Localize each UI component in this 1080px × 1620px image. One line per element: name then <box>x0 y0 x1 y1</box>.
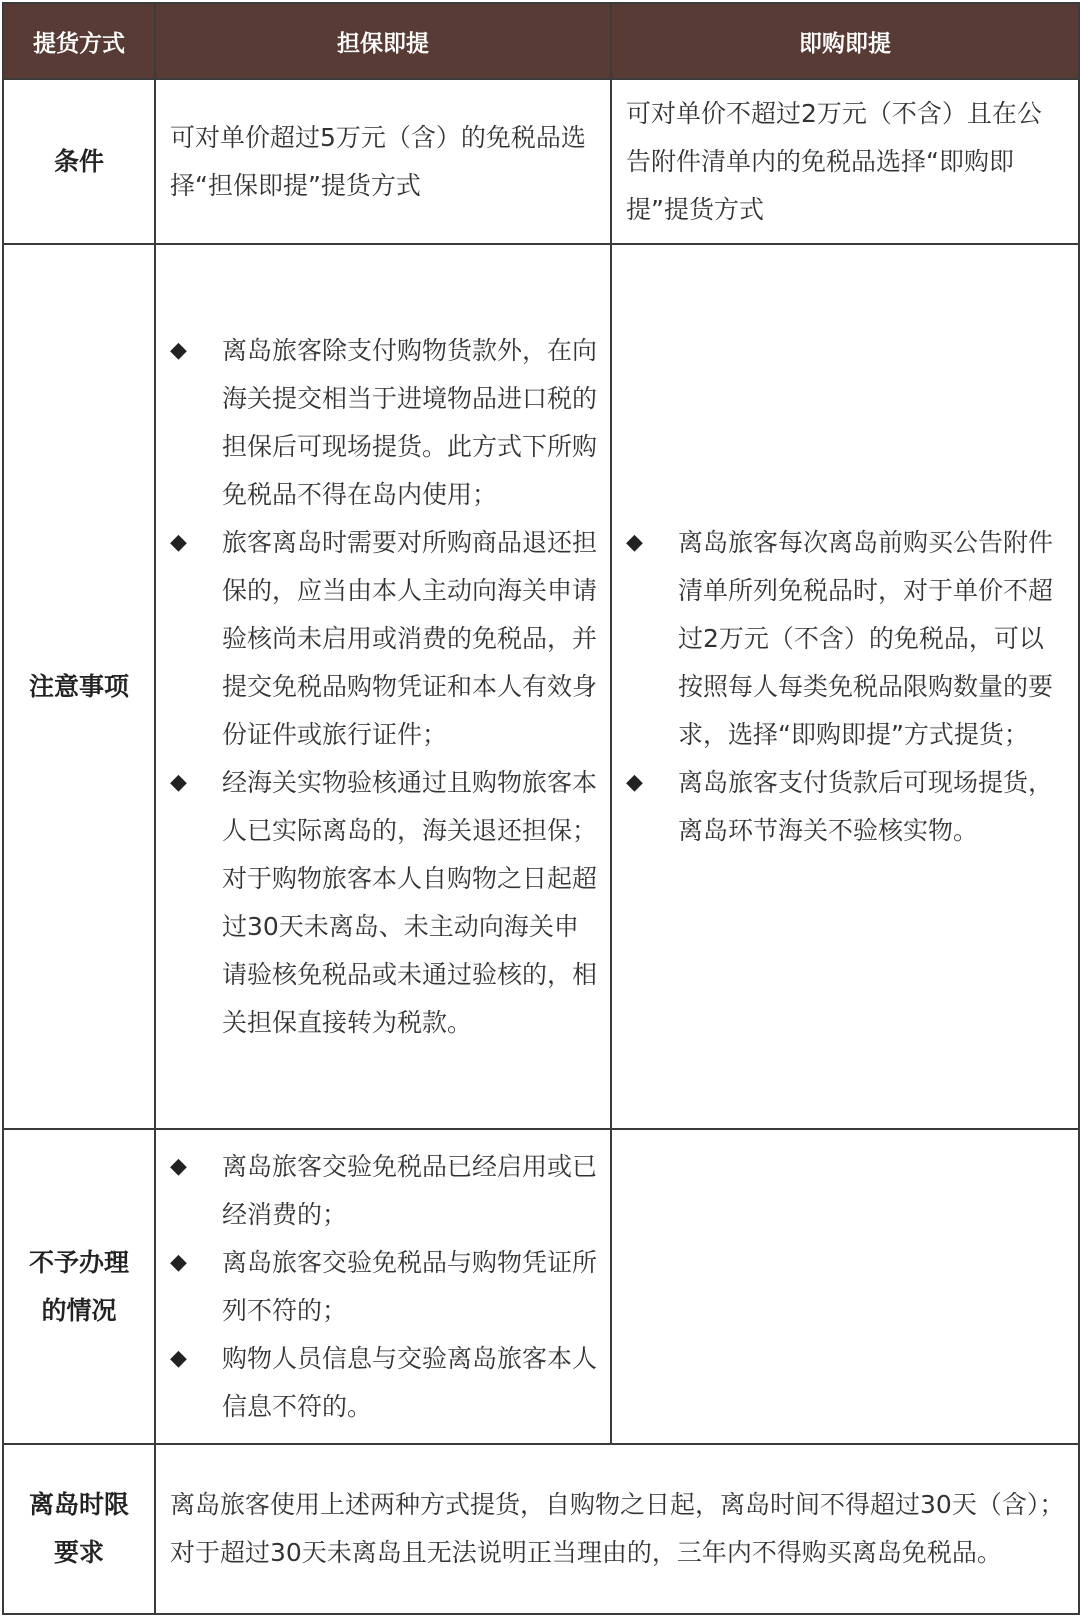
notes-label: 注意事项 <box>3 244 155 1129</box>
list-item <box>170 1239 600 1335</box>
time-limit-label-line1: 离岛时限 <box>28 1490 129 1519</box>
refuse-instant-cell <box>611 1129 1079 1444</box>
notes-row <box>3 244 1079 1129</box>
conditions-instant-cell: 可对单价不超过2万元（不含）且在公告附件清单内的免税品选择“即购即提”提货方式 <box>611 79 1079 244</box>
conditions-row <box>3 79 1079 244</box>
pickup-methods-table <box>2 2 1080 1615</box>
list-item-text: 购物人员信息与交验离岛旅客本人信息不符的。 <box>222 1343 598 1421</box>
list-item-text: 离岛旅客支付货款后可现场提货，离岛环节海关不验核实物。 <box>678 767 1054 845</box>
refuse-label-line2: 的情况 <box>41 1295 117 1325</box>
time-limit-label <box>3 1444 155 1614</box>
diamond-bullet-icon: ◆ <box>170 529 187 555</box>
list-item <box>170 519 600 759</box>
list-item <box>170 759 600 1047</box>
diamond-bullet-icon: ◆ <box>170 769 187 795</box>
notes-guarantee-cell <box>155 244 611 1129</box>
time-limit-cell: 离岛旅客使用上述两种方式提货，自购物之日起，离岛时间不得超过30天（含）；对于超过30天未离岛且无法说明正当理由的，三年内不得购买离岛免税品。 <box>155 1444 1079 1614</box>
list-item <box>626 759 1068 855</box>
list-item <box>626 519 1068 759</box>
header-row <box>3 3 1079 79</box>
diamond-bullet-icon: ◆ <box>170 337 187 363</box>
list-item <box>170 327 600 519</box>
header-guarantee-pickup: 担保即提 <box>155 3 611 79</box>
refuse-guarantee-list <box>170 1143 600 1431</box>
time-limit-label-line2: 要求 <box>53 1538 104 1567</box>
list-item-text: 离岛旅客交验免税品已经启用或已经消费的； <box>222 1151 598 1229</box>
header-pickup-method: 提货方式 <box>3 3 155 79</box>
refuse-label <box>3 1129 155 1444</box>
notes-instant-list <box>626 519 1068 855</box>
refuse-guarantee-cell <box>155 1129 611 1444</box>
list-item-text: 经海关实物验核通过且购物旅客本人已实际离岛的，海关退还担保；对于购物旅客本人自购物之日起超过30天未离岛、未主动向海关申请验核免税品或未通过验核的，相关担保直接转为税款。 <box>222 767 598 1037</box>
conditions-label: 条件 <box>3 79 155 244</box>
diamond-bullet-icon: ◆ <box>626 769 643 795</box>
diamond-bullet-icon: ◆ <box>626 529 643 555</box>
header-instant-pickup: 即购即提 <box>611 3 1079 79</box>
list-item-text: 离岛旅客交验免税品与购物凭证所列不符的； <box>222 1247 598 1325</box>
conditions-guarantee-cell: 可对单价超过5万元（含）的免税品选择“担保即提”提货方式 <box>155 79 611 244</box>
notes-guarantee-list <box>170 327 600 1047</box>
list-item <box>170 1143 600 1239</box>
list-item-text: 离岛旅客每次离岛前购买公告附件清单所列免税品时，对于单价不超过2万元（不含）的免税品，可以按照每人每类免税品限购数量的要求，选择“即购即提”方式提货； <box>678 527 1054 749</box>
list-item-text: 旅客离岛时需要对所购商品退还担保的，应当由本人主动向海关申请验核尚未启用或消费的免税品，并提交免税品购物凭证和本人有效身份证件或旅行证件； <box>222 527 598 749</box>
refuse-label-line1: 不予办理 <box>28 1247 129 1277</box>
refuse-row <box>3 1129 1079 1444</box>
notes-instant-cell <box>611 244 1079 1129</box>
list-item-text: 离岛旅客除支付购物货款外，在向海关提交相当于进境物品进口税的担保后可现场提货。此方式下所购免税品不得在岛内使用； <box>222 335 598 509</box>
diamond-bullet-icon: ◆ <box>170 1249 187 1275</box>
time-limit-row <box>3 1444 1079 1614</box>
list-item <box>170 1335 600 1431</box>
diamond-bullet-icon: ◆ <box>170 1345 187 1371</box>
diamond-bullet-icon: ◆ <box>170 1153 187 1179</box>
